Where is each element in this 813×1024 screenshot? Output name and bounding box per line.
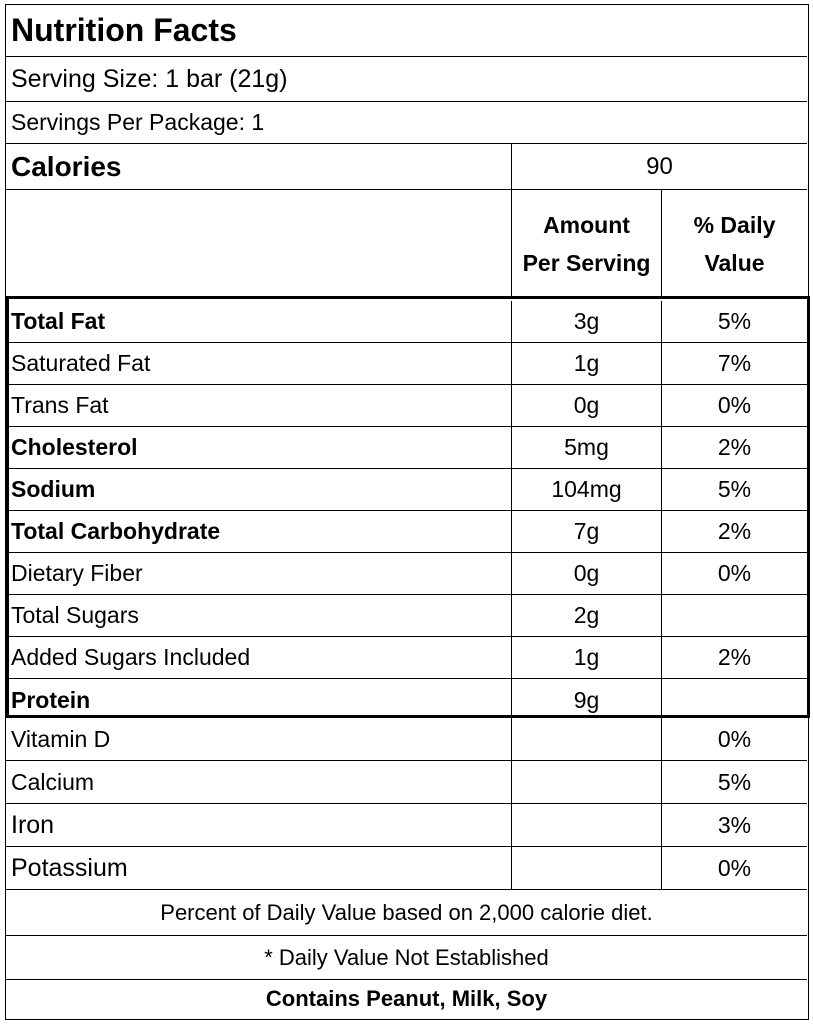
nutrient-row (6, 343, 807, 385)
nutrient-name: Dietary Fiber (6, 553, 512, 594)
vitamin-amount (512, 718, 662, 760)
nutrient-amount: 104mg (512, 469, 662, 510)
nutrient-row (6, 637, 807, 679)
nutrient-row (6, 301, 807, 343)
vitamin-name: Potassium (6, 847, 512, 889)
nutrient-name: Added Sugars Included (6, 637, 512, 678)
nutrient-amount: 1g (512, 343, 662, 384)
nutrient-daily-value: 2% (717, 434, 752, 460)
vitamin-amount (512, 847, 662, 889)
vitamin-daily-value: 0% (717, 854, 752, 881)
nutrient-row (6, 595, 807, 637)
vitamin-daily-value: 0% (717, 725, 752, 752)
nutrient-row (6, 427, 807, 469)
nutrient-row (6, 385, 807, 427)
calories-value: 90 (646, 152, 673, 180)
nutrient-amount: 0g (512, 385, 662, 426)
nutrient-name: Total Carbohydrate (6, 511, 512, 552)
nutrient-daily-value: 5% (717, 476, 752, 502)
vitamin-row (6, 847, 807, 890)
vitamin-daily-value: 5% (717, 768, 752, 795)
column-header-row (6, 190, 807, 298)
nutrient-row (6, 511, 807, 553)
nutrient-amount: 7g (512, 511, 662, 552)
vitamin-daily-value: 3% (717, 811, 752, 838)
nutrient-name: Total Fat (6, 301, 512, 342)
nutrient-name: Saturated Fat (6, 343, 512, 384)
nutrient-daily-value: 0% (717, 560, 752, 586)
vitamin-row (6, 761, 807, 804)
nutrient-name: Trans Fat (6, 385, 512, 426)
nutrient-row (6, 679, 807, 721)
amount-header-line2: Per Serving (522, 250, 651, 276)
nutrient-daily-value: 2% (717, 518, 752, 544)
nutrient-amount: 1g (512, 637, 662, 678)
nutrient-daily-value: 0% (717, 392, 752, 418)
amount-header (512, 190, 662, 298)
nutrient-daily-value: 2% (717, 644, 752, 670)
calories-row (6, 144, 807, 190)
serving-size: Serving Size: 1 bar (21g) (11, 64, 288, 93)
dv-header-line2: Value (704, 250, 765, 276)
dv-header (662, 190, 807, 298)
vitamin-row (6, 804, 807, 847)
vitamin-name: Iron (6, 804, 512, 846)
not-established-row (6, 936, 807, 980)
nutrient-row (6, 469, 807, 511)
nutrient-row (6, 553, 807, 595)
nutrient-name: Cholesterol (6, 427, 512, 468)
title-row (6, 5, 807, 57)
header-blank (6, 190, 512, 298)
nutrient-amount: 0g (512, 553, 662, 594)
nutrient-daily-value (662, 595, 807, 636)
nutrient-amount: 3g (512, 301, 662, 342)
nutrient-daily-value: 5% (717, 308, 752, 334)
vitamin-name: Calcium (6, 761, 512, 803)
allergen-row (6, 980, 807, 1018)
dv-header-line1: % Daily (693, 212, 776, 238)
serving-size-row (6, 57, 807, 102)
vitamin-amount (512, 761, 662, 803)
nutrient-name: Protein (6, 679, 512, 721)
servings-per-package: Servings Per Package: 1 (11, 109, 265, 135)
nutrient-amount: 2g (512, 595, 662, 636)
nutrient-daily-value: 7% (717, 350, 752, 376)
allergen-statement: Contains Peanut, Milk, Soy (265, 986, 548, 1011)
nutrient-name: Total Sugars (6, 595, 512, 636)
vitamin-name: Vitamin D (6, 718, 512, 760)
nutrient-amount: 9g (512, 679, 662, 721)
not-established-note: * Daily Value Not Established (264, 944, 549, 970)
amount-header-line1: Amount (543, 212, 630, 238)
nutrient-name: Sodium (6, 469, 512, 510)
vitamin-amount (512, 804, 662, 846)
vitamin-row (6, 718, 807, 761)
calories-label: Calories (6, 144, 512, 189)
label-title: Nutrition Facts (11, 12, 237, 48)
servings-per-package-row (6, 102, 807, 144)
daily-value-footnote: Percent of Daily Value based on 2,000 calorie diet. (160, 899, 653, 925)
footnote-row (6, 890, 807, 936)
nutrient-amount: 5mg (512, 427, 662, 468)
nutrient-daily-value (662, 679, 807, 721)
nutrition-label (5, 4, 809, 1020)
